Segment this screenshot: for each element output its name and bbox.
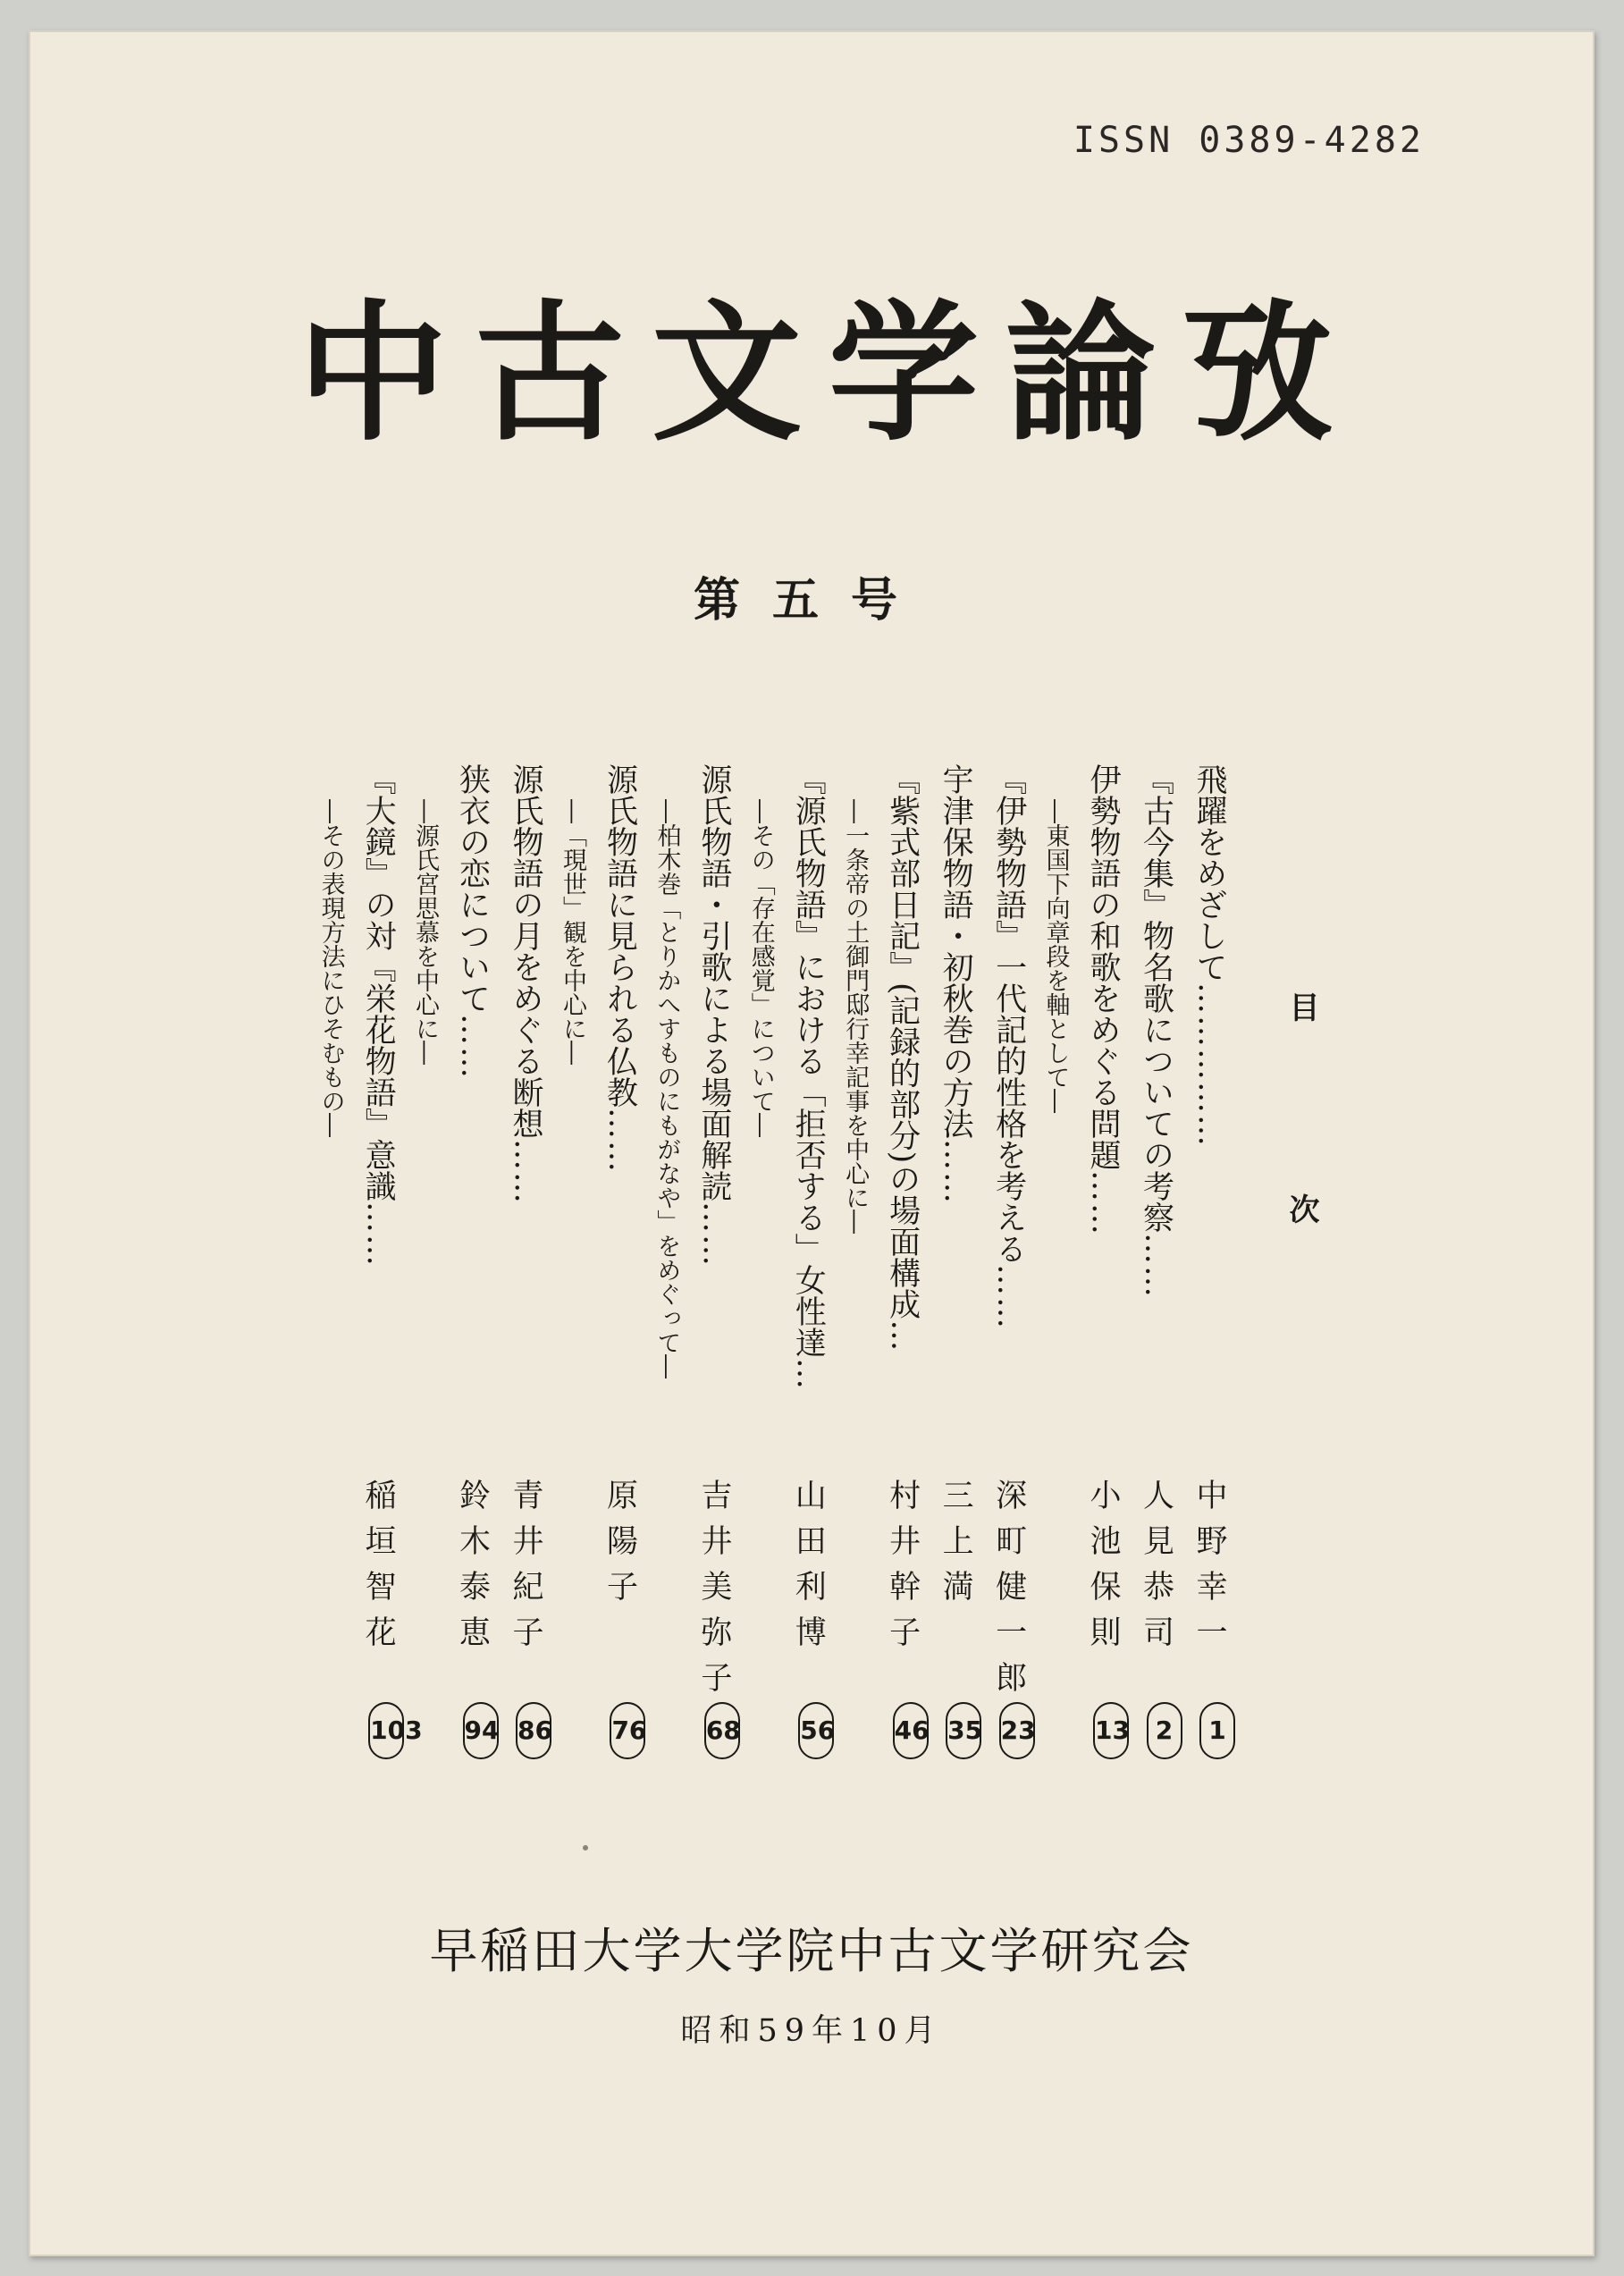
- entry-subtitle: ―「現世」観を中心に―: [558, 799, 586, 1065]
- toc-entry: 『伊勢物語』一代記的性格を考える…… 深町健一郎 23: [981, 763, 1035, 1818]
- entry-subtitle: ―柏木巻「とりかへすものにもがなや」をめぐって―: [652, 799, 681, 1378]
- journal-title: 中古文学論攷: [298, 286, 1359, 461]
- entry-page: 23: [999, 1702, 1035, 1759]
- entry-title: 源氏物語に見られる仏教: [602, 763, 638, 1108]
- entry-page: 13: [1093, 1702, 1129, 1759]
- entry-page: 76: [610, 1702, 645, 1759]
- journal-cover: [29, 30, 1595, 2256]
- entry-title: 『源氏物語』における「拒否する」女性達: [790, 763, 827, 1358]
- entry-subtitle: ―一条帝の土御門邸行幸記事を中心に―: [841, 799, 870, 1234]
- entry-title: 伊勢物語の和歌をめぐる問題: [1085, 763, 1121, 1170]
- entry-subtitle: ―東国下向章段を軸として―: [1041, 799, 1070, 1113]
- toc-entry: [551, 763, 593, 1818]
- entry-author: 原陽子: [602, 1479, 638, 1615]
- entry-author: 鈴木泰恵: [454, 1479, 491, 1661]
- toc-entry: 狭衣の恋について…… 鈴木泰恵 94: [445, 763, 499, 1818]
- toc-entry: [740, 763, 781, 1818]
- entry-title: 『伊勢物語』一代記的性格を考える: [990, 763, 1027, 1264]
- toc-entry: 源氏物語の月をめぐる断想…… 青井紀子 86: [499, 763, 552, 1818]
- publisher-name: 早稲田大学大学院中古文学研究会: [429, 1923, 1194, 1979]
- issue-number: 第五号: [693, 574, 930, 628]
- entry-author: 三上満: [938, 1479, 974, 1615]
- entry-title: 飛躍をめざして: [1191, 763, 1227, 982]
- entry-author: 中野幸一: [1191, 1479, 1227, 1661]
- entry-author: 稲垣智花: [360, 1479, 397, 1661]
- entry-title: 宇津保物語・初秋巻の方法: [938, 763, 974, 1139]
- toc-entry: 『紫式部日記』(記録的部分)の場面構成… 村井幹子 46: [875, 763, 929, 1818]
- entry-page: 86: [516, 1702, 551, 1759]
- publication-date: 昭和59年10月: [680, 2013, 943, 2049]
- entry-page: 35: [946, 1702, 981, 1759]
- entry-author: 人見恭司: [1138, 1479, 1174, 1661]
- entry-title: 源氏物語の月をめぐる断想: [508, 763, 544, 1139]
- entry-author: 青井紀子: [508, 1479, 544, 1661]
- entry-author: 小池保則: [1085, 1479, 1121, 1661]
- entry-author: 山田利博: [790, 1479, 827, 1661]
- toc-entry: 宇津保物語・初秋巻の方法…… 三上満 35: [929, 763, 982, 1818]
- entry-title: 『大鏡』の対『栄花物語』意識: [360, 763, 397, 1201]
- entry-title: 『紫式部日記』(記録的部分)の場面構成: [884, 763, 921, 1320]
- entry-page: 1: [1199, 1702, 1235, 1759]
- toc-entry: 『源氏物語』における「拒否する」女性達… 山田利博 56: [781, 763, 835, 1818]
- entry-page: 68: [704, 1702, 740, 1759]
- toc-entry: 源氏物語・引歌による場面解読…… 吉井美弥子 68: [686, 763, 740, 1818]
- entry-subtitle: ―その「存在感覚」について―: [746, 799, 775, 1137]
- toc-entry: 『古今集』物名歌についての考察…… 人見恭司 2: [1129, 763, 1182, 1818]
- entry-page: 103: [368, 1702, 404, 1759]
- toc-entry: 『大鏡』の対『栄花物語』意識…… 稲垣智花 103: [351, 763, 405, 1818]
- toc-entry: [310, 763, 351, 1818]
- entry-subtitle: ―源氏宮思慕を中心に―: [411, 799, 440, 1065]
- entry-author: 村井幹子: [884, 1479, 921, 1661]
- entry-title: 『古今集』物名歌についての考察: [1138, 763, 1174, 1233]
- table-of-contents: [316, 763, 1235, 1818]
- toc-entry: 源氏物語に見られる仏教…… 原陽子 76: [593, 763, 646, 1818]
- toc-heading: 目 次: [1283, 991, 1319, 1304]
- toc-entry: [834, 763, 875, 1818]
- entry-page: 2: [1147, 1702, 1182, 1759]
- entry-author: 深町健一郎: [990, 1479, 1027, 1707]
- toc-entry: 飛躍をめざして…………… 中野幸一 1: [1182, 763, 1236, 1818]
- entry-page: 56: [798, 1702, 834, 1759]
- entry-subtitle: ―その表現方法にひそむもの―: [316, 799, 345, 1137]
- issn-number: ISSN 0389-4282: [1073, 120, 1425, 161]
- entry-title: 狭衣の恋について: [454, 763, 491, 1014]
- toc-entry: [645, 763, 686, 1818]
- entry-title: 源氏物語・引歌による場面解読: [695, 763, 732, 1201]
- entry-author: 吉井美弥子: [695, 1479, 732, 1707]
- paper-speck: [583, 1845, 588, 1850]
- entry-page: 94: [463, 1702, 499, 1759]
- toc-entry: 伊勢物語の和歌をめぐる問題…… 小池保則 13: [1076, 763, 1130, 1818]
- entry-page: 46: [893, 1702, 929, 1759]
- toc-entry: [404, 763, 445, 1818]
- toc-entry: [1035, 763, 1076, 1818]
